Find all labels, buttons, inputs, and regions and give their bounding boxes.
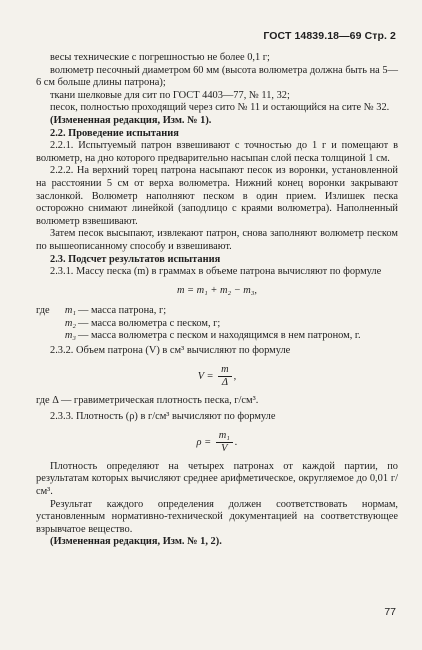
- formula-density-lhs: ρ =: [196, 436, 212, 448]
- definition-m3: [36, 330, 398, 343]
- definition-m1-text: — масса патрона, г;: [78, 305, 167, 317]
- amendment-note-2: (Измененная редакция, Изм. № 1, 2).: [50, 536, 222, 548]
- formula-volume: [36, 364, 398, 389]
- para-2-3-1: 2.3.1. Массу песка (m) в граммах в объеме патрона вычисляют по формуле: [50, 266, 382, 278]
- definition-m2: [36, 318, 398, 331]
- equipment-sand: песок, полностью проходящий через сито № 11 и остающийся на сите № 32.: [50, 102, 390, 114]
- formula-density-numerator: m₁: [216, 430, 233, 443]
- formula-definitions: [36, 305, 398, 343]
- symbol-m3: m₃: [64, 330, 76, 342]
- equipment-scales: весы технические с погрешностью не более 0,1 г;: [50, 52, 270, 63]
- symbol-m2: m₂: [64, 317, 76, 329]
- symbol-m1: m₁: [64, 305, 76, 317]
- definition-m3-text: — масса волюметра с песком и находящимся в нем патроном, г.: [78, 330, 361, 342]
- running-header: ГОСТ 14839.18—69 Стр. 2: [263, 30, 396, 42]
- formula-mass: m = m₁ + m₂ − m₃,: [176, 284, 258, 296]
- para-2-2-2-cont: Затем песок высыпают, извлекают патрон, снова заполняют волюметр песком по вышеописанному способу и взвешивают.: [36, 228, 398, 252]
- definition-m1: [36, 305, 398, 318]
- para-2-2-2: 2.2.2. На верхний торец патрона насыпают песок из воронки, установленной на расстоянии 5 см от верха волюметра. Нижний конец воронки закрывают заслонкой. Волюметр наполняют песком в один прием. Излишек песка осторожно снимают линейкой (заподлицо с краями волюметра). Наполненный волюметр взвешивают.: [36, 165, 398, 227]
- para-density-average: Плотность определяют на четырех патронах от каждой партии, по результатам которых вычисляют среднее арифметическое, округляемое до 0,01 г/см³.: [36, 460, 398, 498]
- formula-volume-lhs: V =: [197, 370, 214, 382]
- formula-density: [36, 430, 398, 455]
- formula-density-end: .: [234, 436, 238, 448]
- section-2-2-title: 2.2. Проведение испытания: [50, 127, 179, 139]
- formula-volume-denominator: Δ: [221, 376, 228, 388]
- page-body: [36, 52, 398, 549]
- para-2-3-2: 2.3.2. Объем патрона (V) в см³ вычисляют по формуле: [50, 345, 291, 357]
- equipment-volumeter: волюметр песочный диаметром 60 мм (высота волюметра должна быть на 5—6 см больше длины патрона);: [36, 64, 398, 89]
- page-number: 77: [384, 606, 396, 618]
- formula-volume-fraction: [218, 364, 232, 389]
- formula-volume-end: ,: [233, 370, 237, 382]
- para-2-2-1: 2.2.1. Испытуемый патрон взвешивают с точностью до 1 г и помещают в волюметр, на дно которого предварительно насыпан слой песка толщиной 1 см.: [36, 140, 398, 164]
- formula-volume-numerator: m: [218, 364, 232, 377]
- delta-definition: где Δ — гравиметрическая плотность песка, г/см³.: [36, 394, 259, 406]
- definition-m2-text: — масса волюметра с песком, г;: [78, 317, 221, 329]
- amendment-note-1: (Измененная редакция, Изм. № 1).: [50, 114, 212, 126]
- where-label: где: [36, 305, 50, 317]
- formula-density-denominator: V: [221, 442, 228, 454]
- section-2-3-title: 2.3. Подсчет результатов испытания: [50, 253, 221, 265]
- equipment-silk: ткани шелковые для сит по ГОСТ 4403—77, № 11, 32;: [50, 89, 290, 101]
- para-2-3-3: 2.3.3. Плотность (ρ) в г/см³ вычисляют по формуле: [50, 411, 276, 423]
- formula-density-fraction: [216, 430, 233, 455]
- para-result-norms: Результат каждого определения должен соответствовать нормам, установленным нормативно-технической документацией на соответствующее взрывчатое вещество.: [36, 498, 398, 535]
